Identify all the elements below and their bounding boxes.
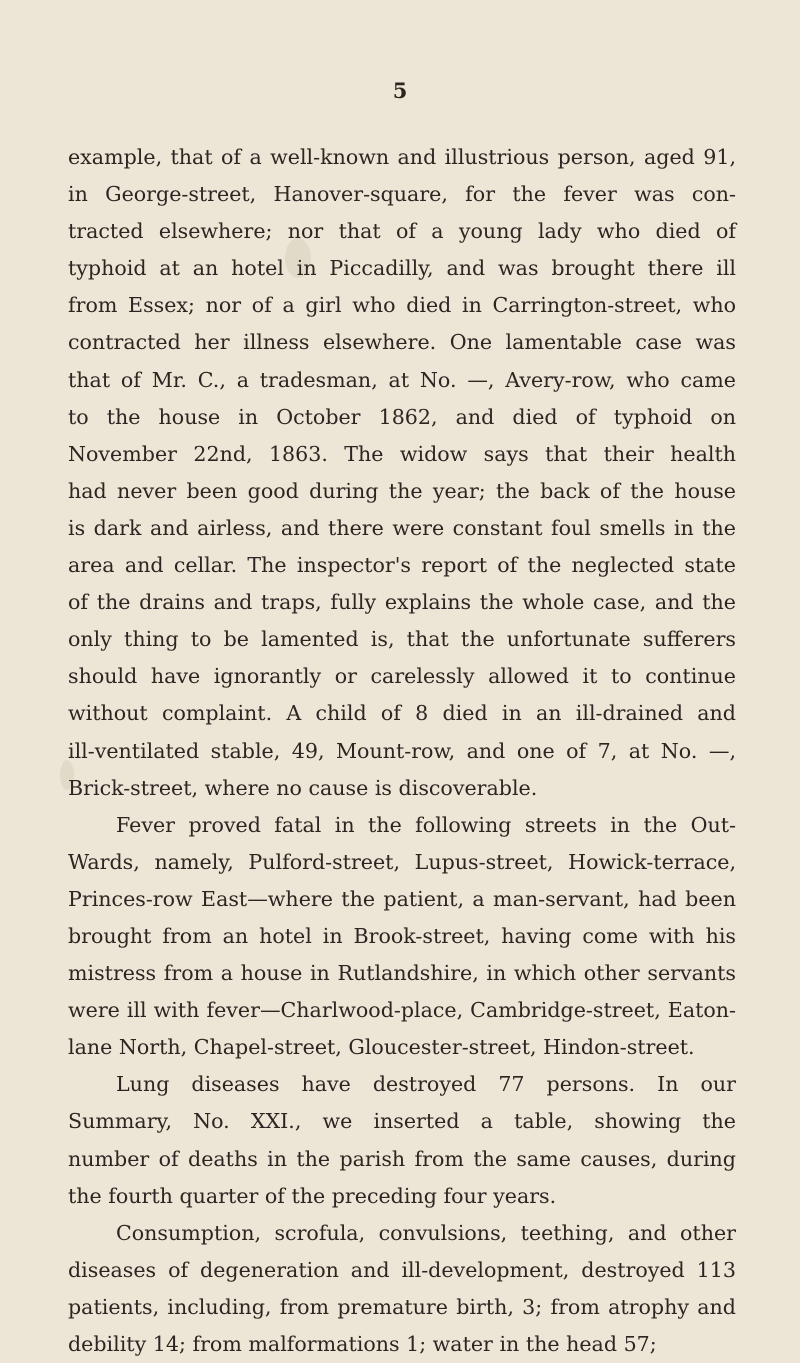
text-line: of the drains and traps, fully explains the whole case, and the	[68, 590, 736, 615]
text-line: example, that of a well-known and illustrious person, aged 91,	[68, 145, 736, 169]
text-line: mistress from a house in Rutlandshire, in which other servants	[68, 961, 736, 986]
text-line: area and cellar. The inspector's report of the neglected state	[68, 553, 736, 578]
text-line: without complaint. A child of 8 died in an ill-drained and	[68, 701, 736, 726]
paragraph	[68, 139, 736, 807]
text-line: Princes-row East—where the patient, a man-servant, had been	[68, 886, 736, 911]
text-line: in George-street, Hanover-square, for the fever was con-	[68, 182, 736, 207]
text-line: diseases of degeneration and ill-development, destroyed 113	[68, 1257, 736, 1282]
text-line: contracted her illness elsewhere. One lamentable case was	[68, 330, 736, 355]
paragraph	[68, 1066, 736, 1214]
text-line: should have ignorantly or carelessly allowed it to continue	[68, 664, 736, 689]
text-line: Brick-street, where no cause is discoverable.	[68, 775, 538, 800]
text-line: were ill with fever—Charlwood-place, Cambridge-street, Eaton-	[68, 998, 736, 1023]
text-line: tracted elsewhere; nor that of a young lady who died of	[68, 219, 736, 244]
paragraph	[68, 1215, 736, 1363]
text-line: is dark and airless, and there were constant foul smells in the	[68, 515, 736, 540]
text-line: Summary, No. XXI., we inserted a table, showing the	[68, 1109, 736, 1134]
text-line: the fourth quarter of the preceding four years.	[68, 1183, 557, 1208]
body-text	[68, 139, 736, 1363]
text-line: typhoid at an hotel in Piccadilly, and was brought there ill	[68, 256, 736, 281]
text-line: debility 14; from malformations 1; water in the head 57;	[68, 1332, 657, 1356]
text-line: ill-ventilated stable, 49, Mount-row, and one of 7, at No. —,	[68, 738, 736, 763]
text-line: Consumption, scrofula, convulsions, teething, and other	[116, 1220, 736, 1245]
text-line: from Essex; nor of a girl who died in Carrington-street, who	[68, 293, 736, 318]
text-line: only thing to be lamented is, that the unfortunate sufferers	[68, 627, 736, 652]
text-line: lane North, Chapel-street, Gloucester-street, Hindon-street.	[68, 1035, 695, 1060]
page-number: 5	[392, 78, 408, 103]
paragraph	[68, 807, 736, 1067]
text-line: Wards, namely, Pulford-street, Lupus-street, Howick-terrace,	[68, 849, 736, 874]
text-line: Lung diseases have destroyed 77 persons. In our	[116, 1072, 736, 1097]
text-line: Fever proved fatal in the following streets in the Out-	[116, 812, 736, 837]
text-line: brought from an hotel in Brook-street, having come with his	[68, 923, 736, 948]
text-line: that of Mr. C., a tradesman, at No. —, Avery-row, who came	[68, 367, 736, 392]
text-line: number of deaths in the parish from the same causes, during	[68, 1146, 736, 1171]
text-line: had never been good during the year; the back of the house	[68, 478, 736, 503]
text-line: November 22nd, 1863. The widow says that their health	[68, 441, 736, 466]
text-line: to the house in October 1862, and died of typhoid on	[68, 404, 736, 429]
text-line: patients, including, from premature birth, 3; from atrophy and	[68, 1294, 736, 1319]
